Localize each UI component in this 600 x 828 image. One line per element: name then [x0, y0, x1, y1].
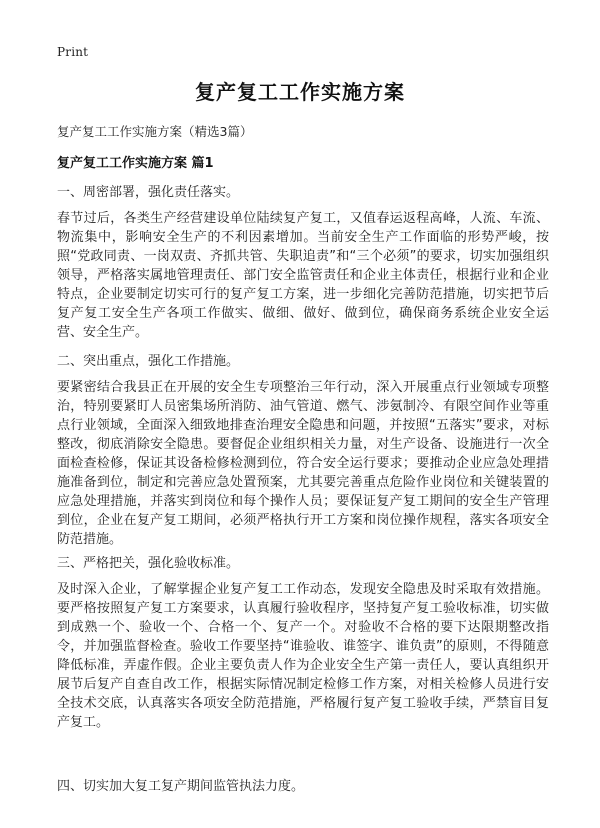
section-heading-2: 二、突出重点，强化工作措施。 — [57, 354, 240, 369]
print-link[interactable]: Print — [57, 45, 89, 59]
section-paragraph-2: 要紧密结合我县正在开展的安全生专项整治三年行动，深入开展重点行业领域专项整治，特别要紧盯人员密集场所消防、油气管道、燃气、涉氨制冷、有限空间作业等重点行业领域，全面深入细致地排查治理安全隐患和问题，并按照“五落实”要求，对标整改，彻底消除安全隐患。要督促企业组织相关力量，对生产设备、设施进行一次全面检查检修，保证其设备检修检测到位，符合安全运行要求；要推动企业应急处理措施准备到位，制定和完善应急处置预案，尤其要完善重点危险作业岗位和关键装置的应急处理措施，并落实到岗位和每个操作人员；要保证复产复工期间的安全生产管理到位，企业在复产复工期间，必须严格执行开工方案和岗位操作规程，落实各项安全防范措施。 — [57, 380, 549, 547]
section-heading-1: 一、周密部署，强化责任落实。 — [57, 185, 240, 200]
section-heading-4: 四、切实加大复工复产期间监管执法力度。 — [57, 779, 305, 794]
document-title: 复产复工工作实施方案 — [195, 80, 405, 104]
section-title: 复产复工工作实施方案 篇1 — [57, 156, 214, 171]
section-paragraph-3: 及时深入企业，了解掌握企业复产复工工作动态，发现安全隐患及时采取有效措施。要严格按照复产复工方案要求，认真履行验收程序，坚持复产复工验收标准，切实做到成熟一个、验收一个、合格一个、复产一个。对验收不合格的要下达限期整改指令，并加强监督检查。验收工作要坚持“谁验收、谁签字、谁负责”的原则，不得随意降低标准，弄虚作假。企业主要负责人作为企业安全生产第一责任人，要认真组织开展节后复产自查自改工作，根据实际情况制定检修工作方案，对相关检修人员进行安全技术交底，认真落实各项安全防范措施，严格履行复产复工验收手续，严禁盲目复产复工。 — [57, 582, 549, 730]
document-subtitle: 复产复工工作实施方案（精选3篇） — [57, 124, 253, 139]
section-paragraph-1: 春节过后，各类生产经营建设单位陆续复产复工，又值春运返程高峰，人流、车流、物流集中，影响安全生产的不利因素增加。当前安全生产工作面临的形势严峻，按照“党政同责、一岗双责、齐抓共管、失职追责”和“三个必须”的要求，切实加强组织领导，严格落实属地管理责任、部门安全监管责任和企业主体责任，根据行业和企业特点，企业要制定切实可行的复产复工方案，进一步细化完善防范措施，切实把节后复产复工安全生产各项工作做实、做细、做好、做到位，确保商务系统企业安全运营、安全生产。 — [57, 211, 549, 340]
section-heading-3: 三、严格把关，强化验收标准。 — [57, 556, 240, 571]
